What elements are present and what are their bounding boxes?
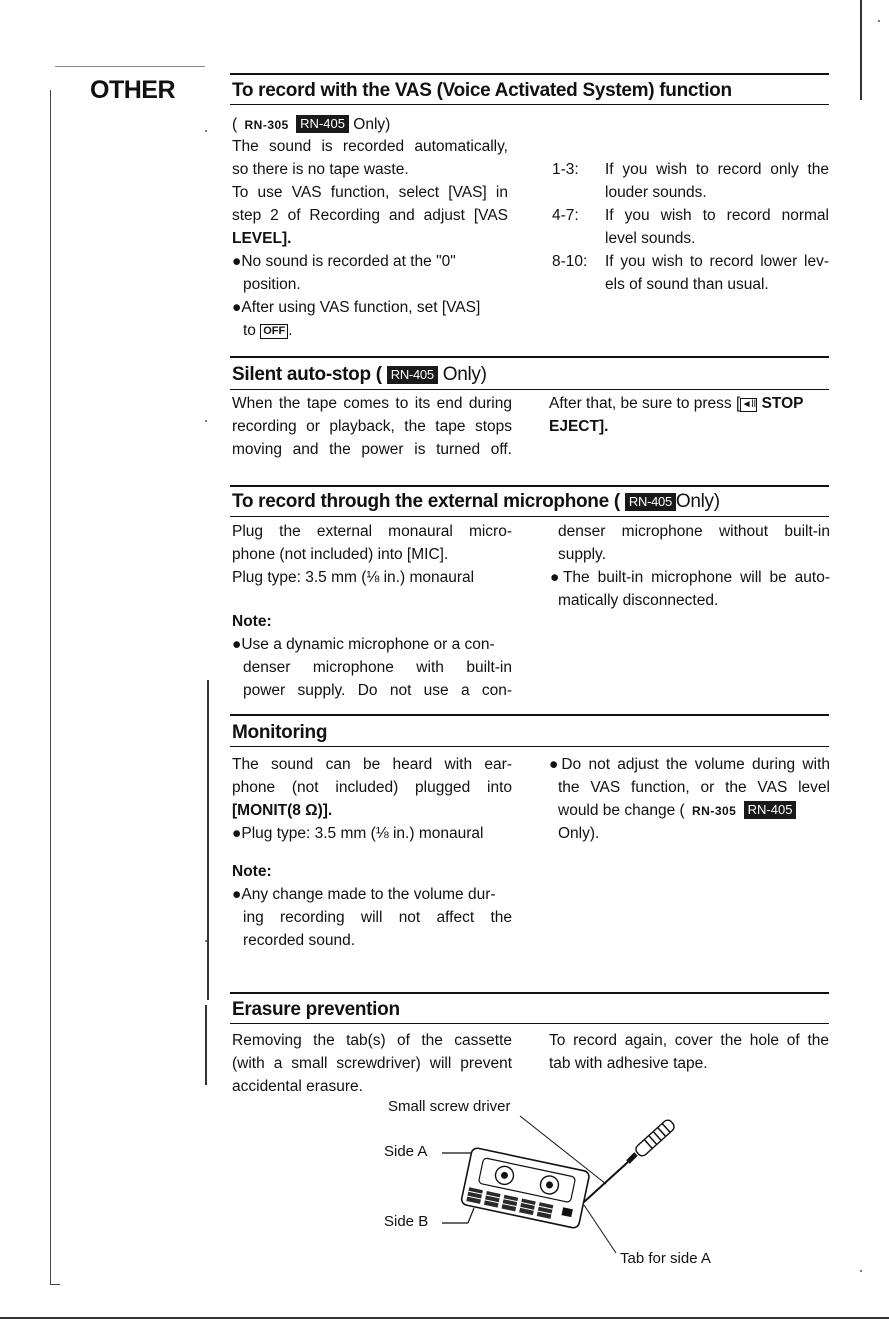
vas-models-suffix: Only) [353,116,391,133]
autostop-line: When the tape comes to its end during [232,395,512,412]
monitoring-change-text: would be change ( [558,802,685,819]
vas-body-line: step 2 of Recording and adjust [VAS [232,207,508,224]
vas-body-line: position. [243,276,301,293]
erasure-right [549,1029,829,1075]
extmic-rule-top [230,485,829,487]
model-badge-rn405: RN-405 [296,115,349,133]
erasure-line: accidental erasure. [232,1078,363,1095]
scan-speck [205,420,207,422]
vas-models-prefix: ( [232,116,238,133]
vas-body-line: The sound is recorded automatically, [232,138,508,155]
erasure-rule-bottom [230,1023,829,1024]
vas-level-text: If you wish to record lower lev- [605,253,829,270]
monitoring-note-line: recorded sound. [243,932,356,949]
vas-level-text: If you wish to record normal [605,207,829,224]
vas-level-range: 8-10: [552,253,588,270]
erasure-line: (with a small screwdriver) will prevent [232,1055,512,1072]
autostop-title [232,363,487,386]
extmic-right-line: denser microphone without built-in [558,523,830,540]
monitoring-right-line: ●Do not adjust the volume during with [549,756,830,773]
monitoring-title: Monitoring [232,722,328,743]
vas-body-line: To use VAS function, select [VAS] in [232,184,508,201]
extmic-title-suffix: Only) [675,491,720,512]
monitoring-line: The sound can be heard with ear- [232,756,512,773]
extmic-right-line: supply. [558,546,606,563]
scan-fold-line [207,680,209,1000]
scan-speck [878,20,880,22]
monitoring-right [549,753,830,845]
autostop-press-text: After that, be sure to press [ [549,395,741,412]
vas-body-line: ●After using VAS function, set [VAS] [232,299,481,316]
label-side-b: Side B [384,1213,429,1230]
monitoring-note-line: ing recording will not affect the [243,909,512,926]
model-badge-rn305: RN-305 [691,804,737,818]
monitoring-right-line: the VAS function, or the VAS level [558,779,830,796]
erasure-line: Removing the tab(s) of the cassette [232,1032,512,1049]
model-badge-rn305: RN-305 [244,118,289,132]
autostop-right-line1 [549,392,831,415]
vas-level-text: els of sound than usual. [605,276,769,293]
extmic-right-line: ●The built-in microphone will be auto- [550,569,830,586]
autostop-rule-top [230,356,829,358]
scan-edge-top [55,66,205,67]
vas-body-line: so there is no tape waste. [232,161,409,178]
autostop-title-suffix: Only) [442,364,487,385]
monitoring-line: ●Plug type: 3.5 mm (⅛ in.) monaural [232,825,484,842]
erasure-rule-top [230,992,829,994]
autostop-stop-label: STOP [761,395,804,412]
monitoring-rule-top [230,714,829,716]
model-badge-rn405: RN-405 [387,366,438,384]
monitoring-line: phone (not included) plugged into [232,779,512,796]
autostop-title-prefix: Silent auto-stop ( [232,364,382,385]
extmic-note-line: power supply. Do not use a con- [243,682,512,699]
monitoring-note-label: Note: [232,863,272,880]
vas-body-line: LEVEL]. [232,230,292,247]
erasure-right-line: tab with adhesive tape. [549,1055,708,1072]
vas-level-text: If you wish to record only the [605,161,829,178]
vas-rule-bottom [230,104,829,105]
vas-level-text: louder sounds. [605,184,707,201]
autostop-right-line2: EJECT]. [549,418,609,435]
vas-body-line: ●No sound is recorded at the "0" [232,253,456,270]
stop-eject-key-icon: ◄ll [741,399,756,410]
vas-rule-top [230,73,829,75]
autostop-right [549,392,831,438]
extmic-note-line: ●Use a dynamic microphone or a con- [232,636,495,653]
extmic-left [232,520,512,589]
vas-last-suffix: . [288,322,293,339]
extmic-note [232,633,512,702]
scan-speck [205,130,207,132]
monitoring-rule-bottom [230,746,829,747]
model-badge-rn405: RN-405 [744,801,797,819]
scan-speck [205,940,207,942]
erasure-title: Erasure prevention [232,999,400,1020]
monitoring-note [232,883,512,952]
extmic-rule-bottom [230,516,829,517]
off-switch-label: OFF [260,324,288,339]
cassette-illustration [370,1090,730,1280]
label-tab-side-a: Tab for side A [620,1250,711,1267]
scan-edge-bottom [50,1284,60,1285]
model-badge-rn405: RN-405 [625,493,676,511]
vas-level-range: 1-3: [552,161,579,178]
vas-level-text: level sounds. [605,230,696,247]
autostop-line: moving and the power is turned off. [232,441,512,458]
extmic-line: Plug the external monaural micro- [232,523,512,540]
cassette-screwdriver-drawing [370,1090,730,1280]
monitoring-right-line: Only). [558,825,600,842]
monitoring-note-line: ●Any change made to the volume dur- [232,886,496,903]
vas-title: To record with the VAS (Voice Activated System) function [232,80,732,101]
autostop-rule-bottom [230,389,829,390]
extmic-line: Plug type: 3.5 mm (⅛ in.) monaural [232,569,475,586]
scan-edge-left [50,90,51,1285]
vas-models-line [232,113,390,136]
extmic-title [232,490,720,513]
extmic-note-line: denser microphone with built-in [243,659,512,676]
scan-bottom-rule [0,1317,889,1319]
vas-body [232,135,508,342]
monitoring-right-line3 [558,799,830,822]
erasure-right-line: To record again, cover the hole of the [549,1032,829,1049]
scan-fold-line-2 [205,1005,207,1085]
extmic-line: phone (not included) into [MIC]. [232,546,449,563]
label-screw-driver: Small screw driver [388,1098,511,1115]
vas-level-range: 4-7: [552,207,579,224]
label-side-a: Side A [384,1143,428,1160]
scan-edge-right [860,0,862,100]
erasure-left [232,1029,512,1098]
scan-speck [860,1270,862,1272]
monitoring-line: [MONIT(8 Ω)]. [232,802,333,819]
section-tab-label: OTHER [90,76,175,104]
vas-body-line-last [232,319,508,342]
autostop-line: recording or playback, the tape stops [232,418,512,435]
extmic-right-line: matically disconnected. [558,592,719,609]
autostop-left [232,392,512,461]
extmic-title-prefix: To record through the external microphone ( [232,491,620,512]
extmic-right [550,520,830,612]
extmic-note-label: Note: [232,613,272,630]
vas-last-prefix: to [243,322,256,339]
monitoring-left [232,753,512,845]
